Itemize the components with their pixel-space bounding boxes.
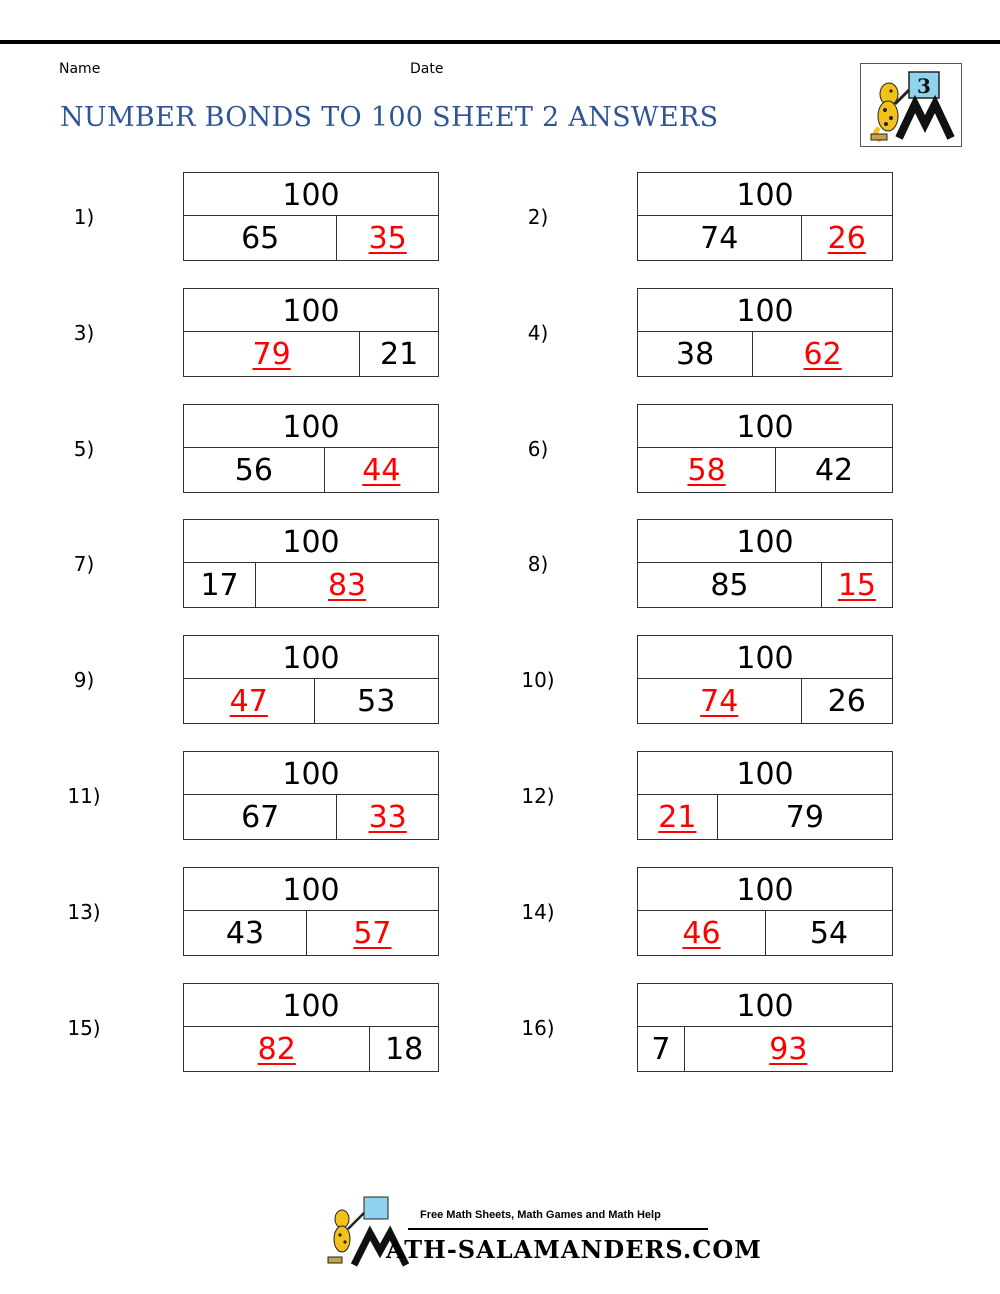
- number-bond-box: [637, 867, 893, 956]
- problem-3: [60, 288, 500, 378]
- bond-part: 54: [765, 911, 892, 955]
- bond-parts: [638, 679, 892, 723]
- bond-answer: 93: [684, 1027, 892, 1071]
- bond-parts: [184, 448, 438, 492]
- number-bond-box: [637, 983, 893, 1072]
- number-bond-box: [637, 751, 893, 840]
- footer-site-name: ATH-SALAMANDERS.COM: [386, 1235, 762, 1264]
- bond-part: 42: [775, 448, 892, 492]
- logo-grade-number: 3: [917, 74, 931, 98]
- bond-total: 100: [638, 984, 892, 1027]
- bond-parts: [638, 1027, 892, 1071]
- footer: [320, 1195, 762, 1270]
- problem-number: 5): [73, 437, 95, 461]
- problem-7: [60, 519, 500, 609]
- bond-total: 100: [638, 636, 892, 679]
- number-bond-box: [183, 983, 439, 1072]
- bond-parts: [638, 448, 892, 492]
- problem-12: [514, 751, 954, 841]
- number-bond-box: [637, 635, 893, 724]
- grade-logo: [860, 63, 962, 147]
- problem-10: [514, 635, 954, 725]
- bond-parts: [638, 911, 892, 955]
- problem-number: 4): [527, 321, 549, 345]
- problem-number: 8): [527, 552, 549, 576]
- number-bond-box: [637, 288, 893, 377]
- problem-number: 1): [73, 205, 95, 229]
- footer-rule: [408, 1228, 708, 1230]
- bond-part: 43: [225, 915, 265, 951]
- bond-total: 100: [638, 289, 892, 332]
- problem-4: [514, 288, 954, 378]
- problem-number: 13): [67, 900, 101, 924]
- date-label: Date: [410, 61, 444, 77]
- bond-part: 56: [234, 452, 273, 488]
- bond-total: 100: [184, 636, 438, 679]
- bond-part: 67: [241, 799, 280, 835]
- bond-answer: 33: [336, 795, 438, 839]
- bond-answer: 47: [229, 683, 268, 719]
- problem-1: [60, 172, 500, 262]
- number-bond-box: [183, 172, 439, 261]
- bond-parts: [184, 679, 438, 723]
- problem-number: 10): [521, 668, 555, 692]
- bond-part: 38: [676, 336, 715, 372]
- bond-parts: [638, 795, 892, 839]
- bond-answer: 44: [324, 448, 438, 492]
- bond-total: 100: [184, 520, 438, 563]
- bond-parts: [184, 1027, 438, 1071]
- bond-total: 100: [638, 520, 892, 563]
- problem-number: 12): [521, 784, 555, 808]
- problem-13: [60, 867, 500, 957]
- bond-total: 100: [638, 752, 892, 795]
- bond-part: 17: [200, 567, 239, 603]
- bond-part: 85: [710, 567, 749, 603]
- number-bond-box: [183, 867, 439, 956]
- number-bond-box: [183, 751, 439, 840]
- bond-parts: [184, 911, 438, 955]
- problem-number: 2): [527, 205, 549, 229]
- bond-answer: 46: [682, 915, 721, 951]
- problem-16: [514, 983, 954, 1073]
- bond-total: 100: [184, 752, 438, 795]
- bond-parts: [638, 563, 892, 607]
- problem-number: 7): [73, 552, 95, 576]
- bond-answer: 15: [821, 563, 892, 607]
- bond-parts: [184, 563, 438, 607]
- bond-part: 7: [651, 1031, 671, 1067]
- number-bond-box: [637, 404, 893, 493]
- problem-15: [60, 983, 500, 1073]
- number-bond-box: [183, 288, 439, 377]
- bond-parts: [638, 332, 892, 376]
- bond-answer: 83: [255, 563, 438, 607]
- problem-number: 6): [527, 437, 549, 461]
- number-bond-box: [183, 519, 439, 608]
- problem-number: 14): [521, 900, 555, 924]
- bond-total: 100: [184, 984, 438, 1027]
- bond-total: 100: [638, 405, 892, 448]
- bond-answer: 82: [257, 1031, 296, 1067]
- number-bond-box: [637, 172, 893, 261]
- problem-number: 15): [67, 1016, 101, 1040]
- bond-part: 53: [314, 679, 438, 723]
- bond-total: 100: [638, 173, 892, 216]
- bond-answer: 26: [801, 216, 892, 260]
- number-bond-box: [183, 635, 439, 724]
- problem-number: 9): [73, 668, 95, 692]
- bond-part: 26: [801, 679, 892, 723]
- bond-answer: 79: [252, 336, 291, 372]
- bond-parts: [184, 795, 438, 839]
- footer-tagline: Free Math Sheets, Math Games and Math Help: [420, 1209, 661, 1221]
- bond-parts: [184, 216, 438, 260]
- problem-9: [60, 635, 500, 725]
- bond-total: 100: [184, 868, 438, 911]
- bond-part: 18: [369, 1027, 438, 1071]
- problem-number: 11): [67, 784, 101, 808]
- bond-answer: 21: [658, 799, 697, 835]
- problem-number: 3): [73, 321, 95, 345]
- number-bond-box: [637, 519, 893, 608]
- name-label: Name: [59, 61, 101, 77]
- bond-part: 21: [359, 332, 438, 376]
- bond-answer: 35: [336, 216, 438, 260]
- bond-part: 79: [717, 795, 892, 839]
- bond-answer: 74: [700, 683, 739, 719]
- problem-11: [60, 751, 500, 841]
- bond-parts: [638, 216, 892, 260]
- bond-parts: [184, 332, 438, 376]
- problem-5: [60, 404, 500, 494]
- problem-8: [514, 519, 954, 609]
- bond-answer: 62: [752, 332, 892, 376]
- bond-part: 74: [700, 220, 739, 256]
- problem-2: [514, 172, 954, 262]
- problem-14: [514, 867, 954, 957]
- bond-total: 100: [184, 173, 438, 216]
- top-rule: [0, 40, 1000, 44]
- page-title: NUMBER BONDS TO 100 SHEET 2 ANSWERS: [60, 102, 719, 133]
- bond-total: 100: [184, 289, 438, 332]
- problem-number: 16): [521, 1016, 555, 1040]
- bond-answer: 57: [306, 911, 438, 955]
- bond-total: 100: [638, 868, 892, 911]
- number-bond-box: [183, 404, 439, 493]
- problem-6: [514, 404, 954, 494]
- bond-part: 65: [241, 220, 280, 256]
- bond-total: 100: [184, 405, 438, 448]
- bond-answer: 58: [687, 452, 726, 488]
- salamander-logo-icon: [861, 64, 961, 146]
